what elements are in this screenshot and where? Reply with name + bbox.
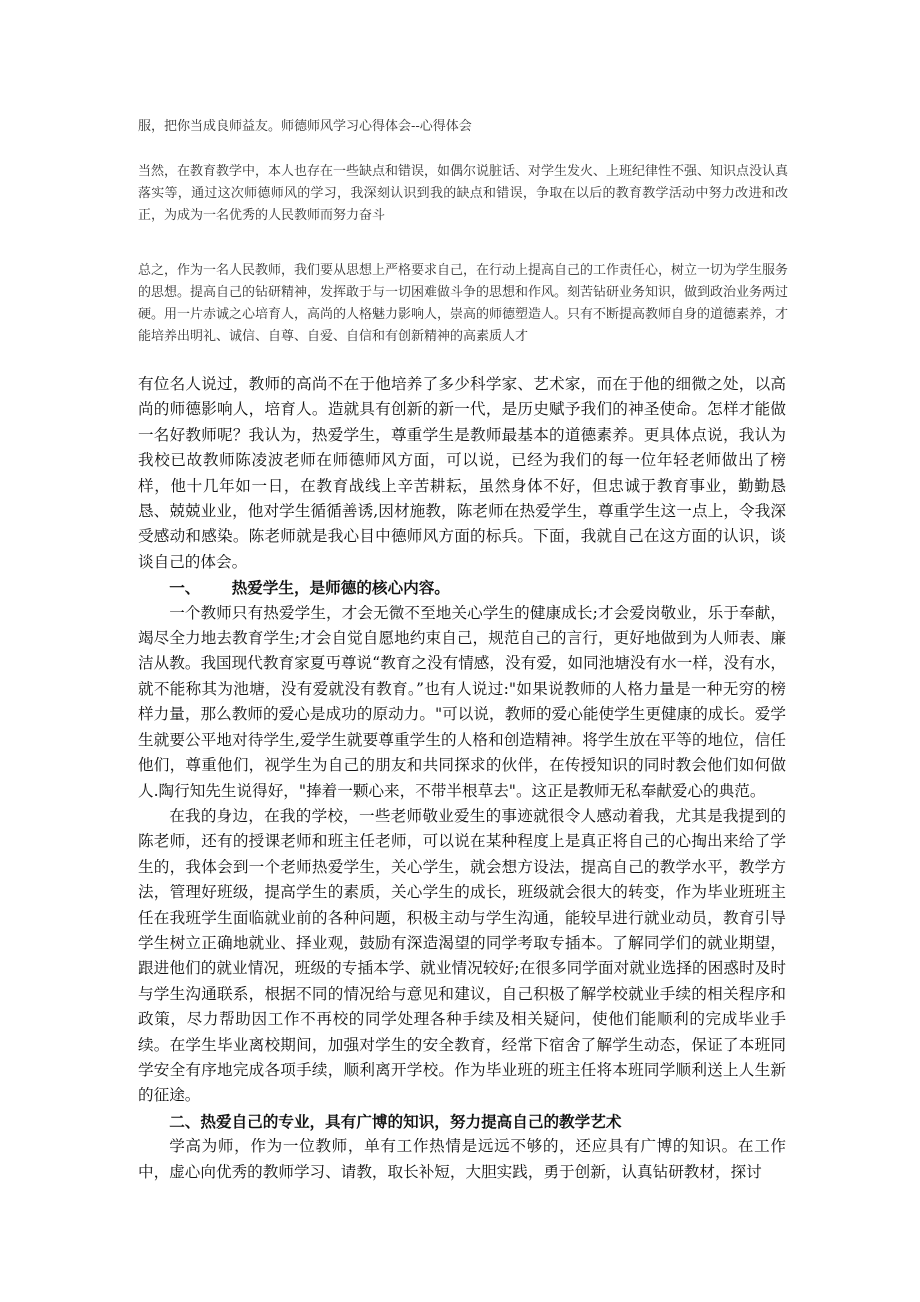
section-1-heading [138,575,786,600]
section-1-number: 一、 [169,578,201,598]
section-1-heading-text: 热爱学生，是师德的核心内容。 [231,578,450,598]
preamble-line-top: 服，把你当成良师益友。师德师风学习心得体会--心得体会 [138,119,472,134]
section-2-heading: 二、热爱自己的专业，具有广博的知识，努力提高自己的教学艺术 [169,1111,622,1131]
section-2-paragraph-1: 学高为师，作为一位教师，单有工作热情是远远不够的，还应具有广博的知识。在工作中，虚心向优秀的教师学习、请教，取长补短，大胆实践，勇于创新，认真钻研教材，探讨 [138,1137,786,1181]
section-1-paragraph-2: 在我的身边，在我的学校，一些老师敬业爱生的事迹就很令人感动着我，尤其是我提到的陈老师，还有的授课老师和班主任老师，可以说在某种程度上是真正将自己的心掏出来给了学生的，我体会到一个老师热爱学生，关心学生，就会想方设法，提高自己的教学水平，教学方法，管理好班级，提高学生的素质，关心学生的成长，班级就会很大的转变，作为毕业班班主任在我班学生面临就业前的各种问题，积极主动与学生沟通，能较早进行就业动员，教育引导学生树立正确地就业、择业观，鼓励有深造渴望的同学考取专插本。了解同学们的就业期望，跟进他们的就业情况，班级的专插本学、就业情况较好;在很多同学面对就业选择的困惑时及时与学生沟通联系，根据不同的情况给与意见和建议，自己积极了解学校就业手续的相关程序和政策，尽力帮助因工作不再校的同学处理各种手续及相关疑问，使他们能顺利的完成毕业手续。在学生毕业离校期间，加强对学生的安全教育，经常下宿舍了解学生动态，保证了本班同学安全有序地完成各项手续，顺利离开学校。作为毕业班的班主任将本班同学顺利送上人生新的征途。 [138,806,786,1105]
preamble-paragraph-1: 当然，在教育教学中，本人也存在一些缺点和错误，如偶尔说脏话、对学生发火、上班纪律性不强、知识点没认真落实等，通过这次师德师风的学习，我深刻认识到我的缺点和错误，争取在以后的教育教学活动中努力改进和改正，为成为一名优秀的人民教师而努力奋斗 [138,164,789,223]
document-body [138,372,786,1185]
section-1-paragraph-1: 一个教师只有热爱学生，才会无微不至地关心学生的健康成长;才会爱岗敬业，乐于奉献，竭尽全力地去教育学生;才会自觉自愿地约束自己，规范自己的言行，更好地做到为人师表、廉洁从教。我国现代教育家夏丏尊说“教育之没有情感，没有爱，如同池塘没有水一样，没有水，就不能称其为池塘，没有爱就没有教育。”也有人说过:"如果说教师的人格力量是一种无穷的榜样力量，那么教师的爱心是成功的原动力。"可以说，教师的爱心能使学生更健康的成长。爱学生就要公平地对待学生,爱学生就要尊重学生的人格和创造精神。将学生放在平等的地位，信任他们，尊重他们，视学生为自己的朋友和共同探求的伙伴，在传授知识的同时教会他们如何做人.陶行知先生说得好，"捧着一颗心来，不带半根草去"。这正是教师无私奉献爱心的典范。 [138,603,786,800]
intro-paragraph: 有位名人说过，教师的高尚不在于他培养了多少科学家、艺术家，而在于他的细微之处，以高尚的师德影响人，培育人。造就具有创新的新一代，是历史赋予我们的神圣使命。怎样才能做一名好教师呢？我认为，热爱学生，尊重学生是教师最基本的道德素养。更具体点说，我认为我校已故教师陈凌波老师在师德师风方面，可以说，已经为我们的每一位年轻老师做出了榜样，他十几年如一日，在教育战线上辛苦耕耘，虽然身体不好，但忠诚于教育事业，勤勤恳恳、兢兢业业，他对学生循循善诱,因材施教，陈老师在热爱学生，尊重学生这一点上，令我深受感动和感染。陈老师就是我心目中德师风方面的标兵。下面，我就自己在这方面的认识，谈谈自己的体会。 [138,375,786,571]
preamble-paragraph-2: 总之，作为一名人民教师，我们要从思想上严格要求自己，在行动上提高自己的工作责任心，树立一切为学生服务的思想。提高自己的钻研精神，发挥敢于与一切困难做斗争的思想和作风。刻苦钻研业务知识，做到政治业务两过硬。用一片赤诚之心培育人，高尚的人格魅力影响人，崇高的师德塑造人。只有不断提高教师自身的道德素养，才能培养出明礼、诚信、自尊、自爱、自信和有创新精神的高素质人才 [138,263,789,344]
